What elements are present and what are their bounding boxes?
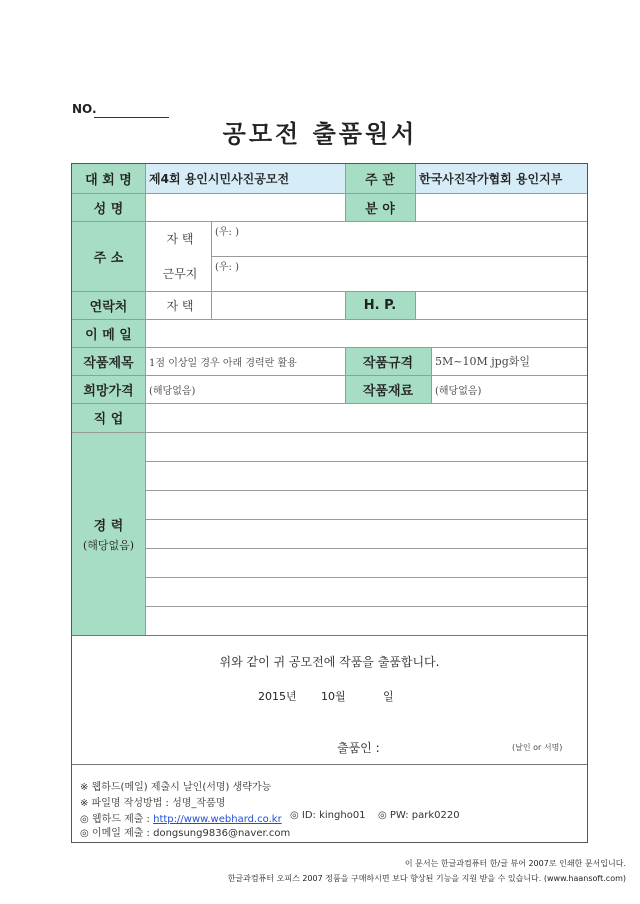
grid-line [72, 635, 587, 636]
price-value[interactable]: (해당없음) [149, 385, 196, 397]
footer-line-2: 한글과컴퓨터 오피스 2007 정품을 구매하시면 보다 향상된 기능을 지원 받을 수 있습니다. (www.haansoft.com) [227, 874, 626, 883]
host-value: 한국사진작가협회 용인지부 [415, 164, 587, 193]
grid-line [145, 490, 587, 491]
applicant-signature-field[interactable] [394, 737, 506, 755]
hp-label: H. P. [345, 291, 415, 319]
home-postal: (우: ) [215, 227, 240, 238]
applicant-label: 출품인 : [337, 741, 380, 755]
contact-home-label: 자 택 [166, 298, 194, 313]
home-label: 자 택 [166, 232, 194, 246]
grid-line [72, 403, 587, 404]
webhard-link[interactable]: http://www.webhard.co.kr [153, 814, 282, 825]
grid-line [72, 764, 587, 765]
address-label: 주 소 [72, 221, 145, 291]
declaration-text: 위와 같이 귀 공모전에 작품을 출품합니다. [219, 655, 440, 669]
work-postal: (우: ) [215, 262, 240, 273]
webhard-pw: ◎ PW: park0220 [378, 810, 460, 821]
job-label: 직 업 [72, 403, 145, 432]
grid-line [145, 606, 587, 607]
price-label: 희망가격 [72, 375, 145, 403]
grid-line [72, 221, 587, 222]
footer-line-1: 이 문서는 한글과컴퓨터 한/글 뷰어 2007로 인쇄한 문서입니다. [404, 859, 626, 868]
job-field[interactable] [145, 403, 587, 432]
email-field[interactable] [145, 319, 587, 347]
declaration-month: 10월 [321, 690, 346, 703]
declaration-year: 2015년 [258, 690, 297, 703]
career-sub: (해당없음) [82, 539, 135, 552]
career-label: 경 력 [93, 518, 124, 534]
hp-field[interactable] [415, 291, 587, 319]
grid-line [345, 164, 346, 221]
grid-line [72, 291, 587, 292]
grid-line [431, 347, 432, 403]
name-label: 성 명 [72, 193, 145, 221]
grid-line [145, 548, 587, 549]
work-title-label: 작품제목 [72, 347, 145, 375]
contact-home-field[interactable] [211, 291, 345, 319]
host-label: 주 관 [345, 164, 415, 193]
declaration-day: 일 [383, 690, 394, 703]
material-label: 작품재료 [345, 375, 431, 403]
grid-line [72, 319, 587, 320]
note-seal-omission: ※ 웹하드(메일) 제출시 날인(서명) 생략가능 [80, 782, 272, 793]
form-title: 공모전 출품원서 [222, 120, 418, 148]
grid-line [211, 256, 587, 257]
contact-label: 연락처 [72, 291, 145, 319]
grid-line [415, 291, 416, 319]
note-email-submit: ◎ 이메일 제출 : dongsung9836@naver.com [80, 828, 291, 839]
name-field[interactable] [145, 193, 345, 221]
work-spec-value[interactable]: 5M~10M jpg화일 [435, 355, 530, 368]
grid-line [145, 519, 587, 520]
material-value[interactable]: (해당없음) [435, 385, 482, 397]
grid-line [145, 461, 587, 462]
grid-line [345, 291, 346, 319]
work-address-label: 근무지 [162, 267, 198, 281]
grid-line [145, 164, 146, 635]
grid-line [72, 375, 587, 376]
webhard-id: ◎ ID: kingho01 [290, 810, 366, 821]
field-label: 분 야 [345, 193, 415, 221]
grid-line [211, 221, 212, 319]
seal-note: (날인 or 서명) [512, 743, 563, 752]
application-form [71, 163, 588, 843]
work-title-value[interactable]: 1점 이상일 경우 아래 경력란 활용 [149, 357, 297, 369]
grid-line [72, 432, 587, 433]
contest-value: 제4회 용인시민사진공모전 [145, 164, 345, 193]
email-label: 이 메 일 [72, 319, 145, 347]
grid-line [345, 347, 346, 403]
field-field[interactable] [415, 193, 587, 221]
grid-line [145, 577, 587, 578]
grid-line [72, 193, 587, 194]
work-spec-label: 작품규격 [345, 347, 431, 375]
grid-line [72, 347, 587, 348]
contest-label: 대 회 명 [72, 164, 145, 193]
webhard-prefix: ◎ 웹하드 제출 : [80, 814, 154, 825]
career-entries[interactable] [145, 432, 587, 635]
note-webhard [80, 810, 282, 825]
no-label: NO. [72, 102, 97, 116]
note-filename-rule: ※ 파일명 작성방법 : 성명_작품명 [80, 798, 226, 809]
grid-line [415, 164, 416, 221]
